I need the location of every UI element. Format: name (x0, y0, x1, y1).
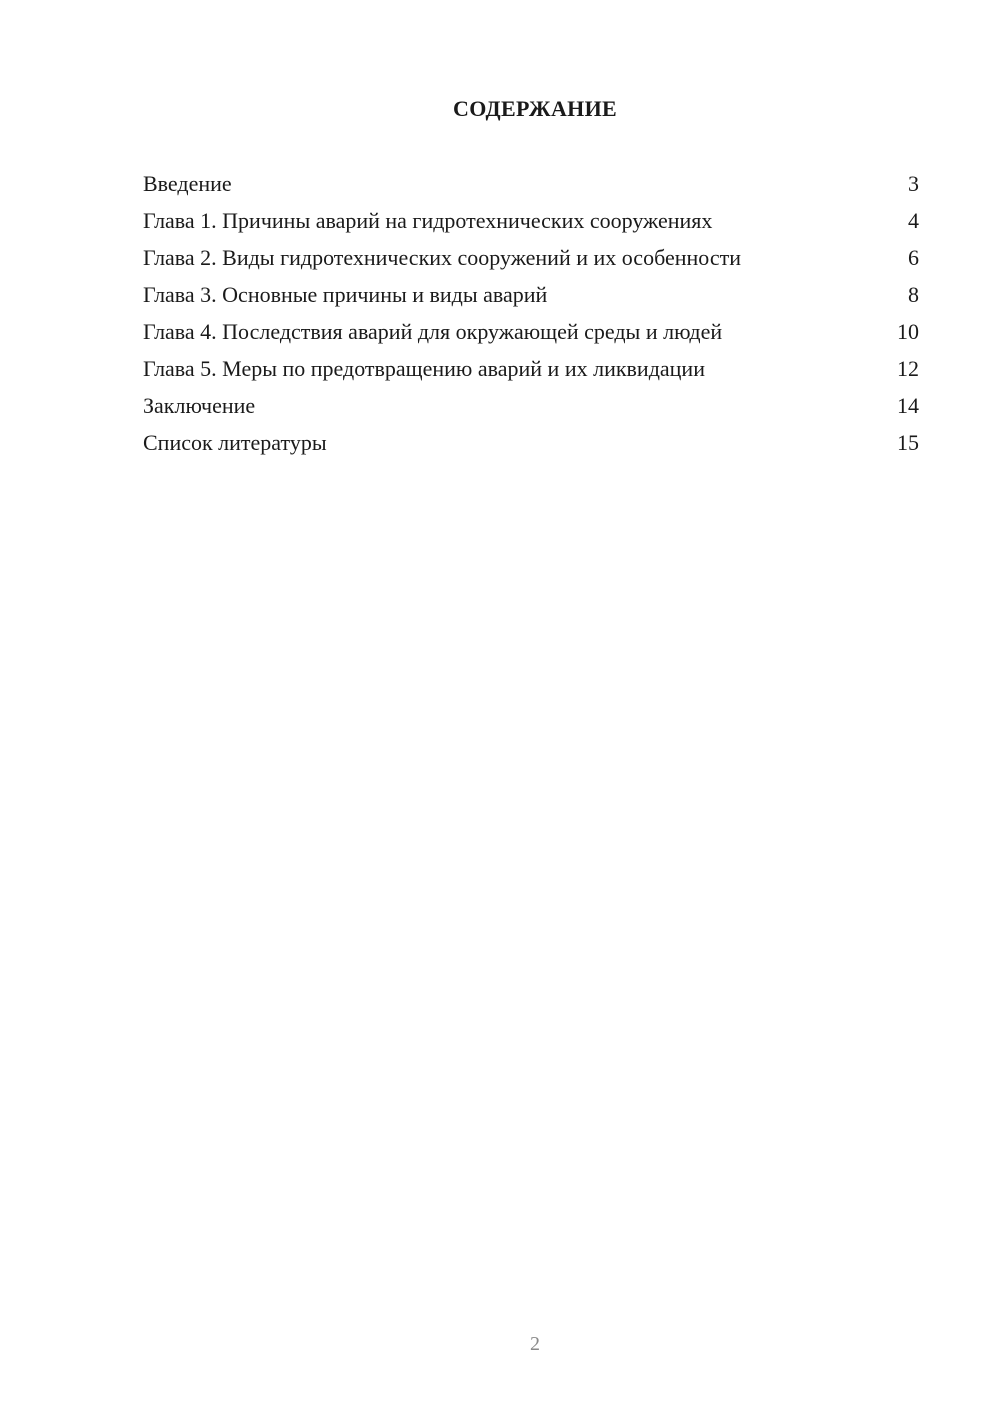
toc-entry-page: 6 (908, 245, 919, 270)
toc-entry-title: Глава 1. Причины аварий на гидротехнических сооружениях (143, 208, 713, 233)
toc-entry-title: Список литературы (143, 430, 327, 455)
page-title: СОДЕРЖАНИЕ (453, 96, 617, 121)
toc-entry (143, 427, 919, 464)
toc-entry-title: Глава 5. Меры по предотвращению аварий и их ликвидации (143, 356, 705, 381)
page-number: 2 (530, 1333, 540, 1355)
toc-entry-page: 10 (897, 319, 919, 344)
toc-entry-page: 15 (897, 430, 919, 455)
toc-entry-page: 12 (897, 356, 919, 381)
table-of-contents (143, 168, 919, 464)
toc-entry-page: 14 (897, 393, 919, 418)
toc-entry-title: Заключение (143, 393, 256, 418)
toc-entry-page: 4 (908, 208, 919, 233)
toc-entry (143, 168, 919, 205)
toc-entry (143, 353, 919, 390)
toc-entry-title: Глава 3. Основные причины и виды аварий (143, 282, 548, 307)
toc-entry-page: 8 (908, 282, 919, 307)
toc-entry-title: Глава 4. Последствия аварий для окружающей среды и людей (143, 319, 723, 344)
toc-entry (143, 205, 919, 242)
toc-entry (143, 316, 919, 353)
toc-entry (143, 242, 919, 279)
toc-entry-title: Глава 2. Виды гидротехнических сооружений и их особенности (143, 245, 741, 270)
toc-entry-title: Введение (143, 171, 232, 196)
toc-entry-page: 3 (908, 171, 919, 196)
toc-entry (143, 390, 919, 427)
toc-entry (143, 279, 919, 316)
